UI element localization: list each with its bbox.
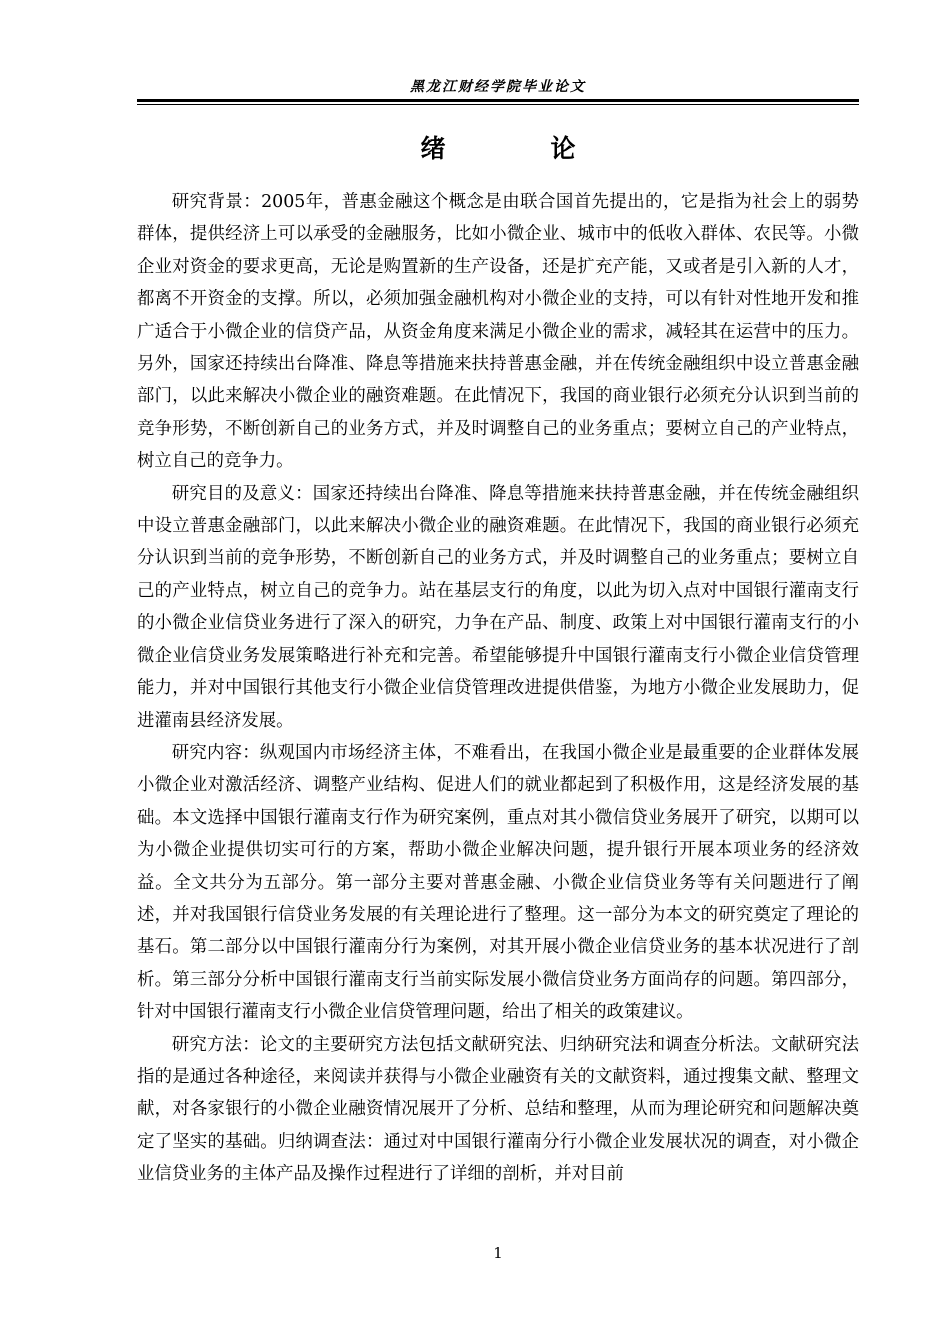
paragraph-research-content: 研究内容：纵观国内市场经济主体，不难看出，在我国小微企业是最重要的企业群体发展小微企业对激活经济、调整产业结构、促进人们的就业都起到了积极作用，这是经济发展的基础。本文选择中国银行灌南支行作为研究案例，重点对其小微信贷业务展开了研究，以期可以为小微企业提供切实可行的方案，帮助小微企业解决问题，提升银行开展本项业务的经济效益。全文共分为五部分。第一部分主要对普惠金融、小微企业信贷业务等有关问题进行了阐述，并对我国银行信贷业务发展的有关理论进行了整理。这一部分为本文的研究奠定了理论的基石。第二部分以中国银行灌南分行为案例，对其开展小微企业信贷业务的基本状况进行了剖析。第三部分分析中国银行灌南支行当前实际发展小微信贷业务方面尚存的问题。第四部分，针对中国银行灌南支行小微企业信贷管理问题，给出了相关的政策建议。 (137, 742, 859, 1023)
header-rule-thick (137, 99, 859, 102)
body-text (137, 186, 859, 1191)
paragraph-research-method: 研究方法：论文的主要研究方法包括文献研究法、归纳研究法和调查分析法。文献研究法指的是通过各种途径，来阅读并获得与小微企业融资有关的文献资料，通过搜集文献、整理文献，对各家银行的小微企业融资情况展开了分析、总结和整理，从而为理论研究和问题解决奠定了坚实的基础。归纳调查法：通过对中国银行灌南分行小微企业发展状况的调查，对小微企业信贷业务的主体产品及操作过程进行了详细的剖析，并对目前 (137, 1034, 859, 1185)
header-rule-thin (137, 104, 859, 105)
page-number: 1 (493, 1244, 503, 1262)
chapter-title: 绪 论 (420, 134, 616, 163)
running-header: 黑龙江财经学院毕业论文 (410, 79, 586, 95)
paragraph-research-background: 研究背景：2005年，普惠金融这个概念是由联合国首先提出的，它是指为社会上的弱势群体，提供经济上可以承受的金融服务，比如小微企业、城市中的低收入群体、农民等。小微企业对资金的要求更高，无论是购置新的生产设备，还是扩充产能，又或者是引入新的人才，都离不开资金的支撑。所以，必须加强金融机构对小微企业的支持，可以有针对性地开发和推广适合于小微企业的信贷产品，从资金角度来满足小微企业的需求，减轻其在运营中的压力。另外，国家还持续出台降准、降息等措施来扶持普惠金融，并在传统金融组织中设立普惠金融部门，以此来解决小微企业的融资难题。在此情况下，我国的商业银行必须充分认识到当前的竞争形势，不断创新自己的业务方式，并及时调整自己的业务重点；要树立自己的产业特点，树立自己的竞争力。 (137, 192, 859, 472)
paragraph-research-purpose: 研究目的及意义：国家还持续出台降准、降息等措施来扶持普惠金融，并在传统金融组织中设立普惠金融部门，以此来解决小微企业的融资难题。在此情况下，我国的商业银行必须充分认识到当前的竞争形势，不断创新自己的业务方式，并及时调整自己的业务重点；要树立自己的产业特点，树立自己的竞争力。站在基层支行的角度，以此为切入点对中国银行灌南支行的小微企业信贷业务进行了深入的研究，力争在产品、制度、政策上对中国银行灌南支行的小微企业信贷业务发展策略进行补充和完善。希望能够提升中国银行灌南支行小微企业信贷管理能力，并对中国银行其他支行小微企业信贷管理改进提供借鉴，为地方小微企业发展助力，促进灌南县经济发展。 (137, 483, 859, 731)
